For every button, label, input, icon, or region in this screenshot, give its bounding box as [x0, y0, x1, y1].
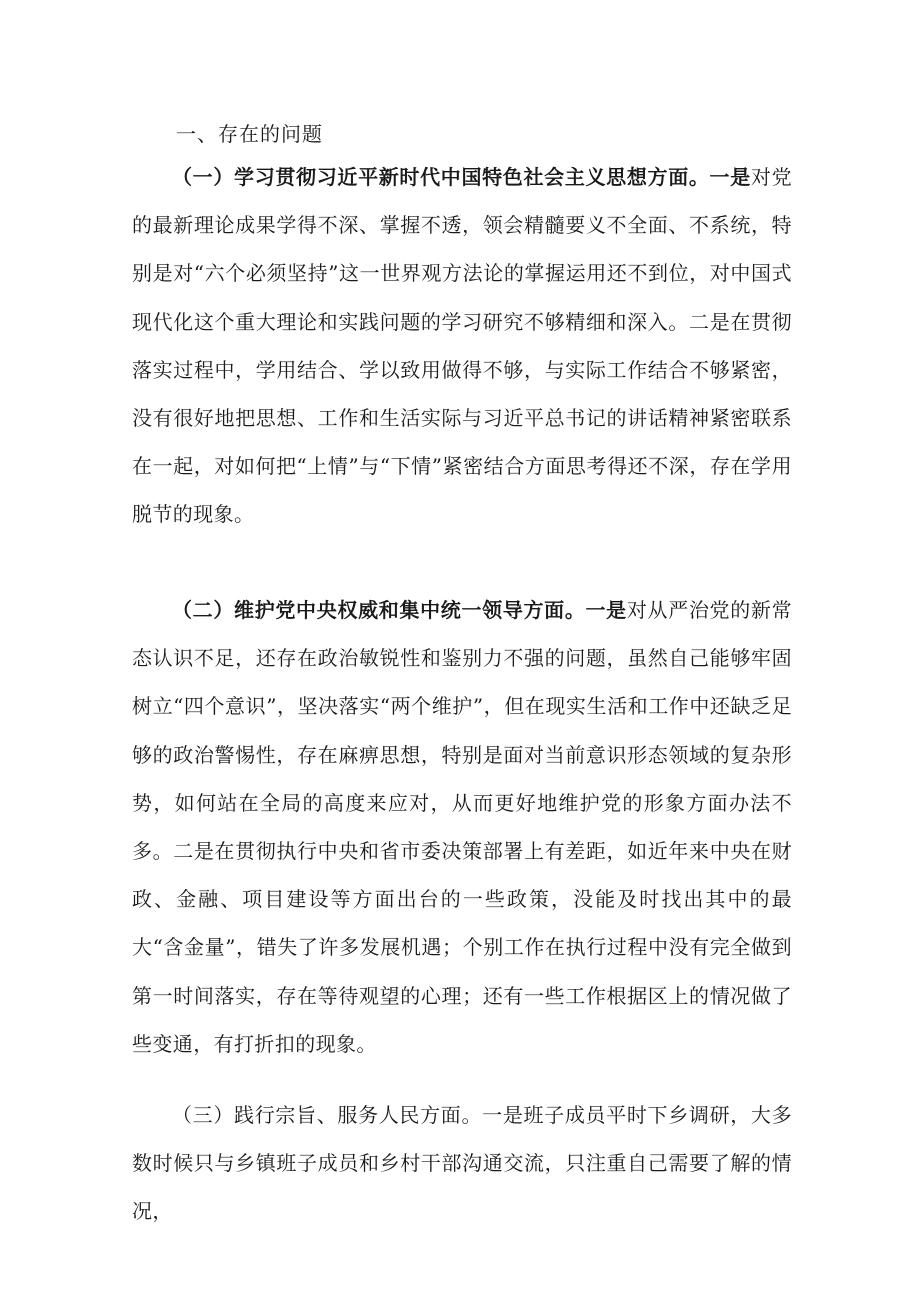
paragraph-authority: [132, 586, 792, 1068]
paragraph-lead: （二）维护党中央权威和集中统一领导方面。一是: [172, 598, 627, 622]
paragraph-body: 对党的最新理论成果学得不深、掌握不透，领会精髓要义不全面、不系统，特别是对“六个必须坚持”这一世界观方法论的掌握运用还不到位，对中国式现代化这个重大理论和实践问题的学习研究不够精细和深入。二是在贯彻落实过程中，学用结合、学以致用做得不够，与实际工作结合不够紧密，没有很好地把思想、工作和生活实际与习近平总书记的讲话精神紧密联系在一起，对如何把“上情”与“下情”紧密结合方面思考得还不深，存在学用脱节的现象。: [132, 165, 792, 527]
paragraph-body: 对从严治党的新常态认识不足，还存在政治敏锐性和鉴别力不强的问题，虽然自己能够牢固树立“四个意识”，坚决落实“两个维护”，但在现实生活和工作中还缺乏足够的政治警惕性，存在麻痹思想，特别是面对当前意识形态领域的复杂形势，如何站在全局的高度来应对，从而更好地维护党的形象方面办法不多。二是在贯彻执行中央和省市委决策部署上有差距，如近年来中央在财政、金融、项目建设等方面出台的一些政策，没能及时找出其中的最大“含金量”，错失了许多发展机遇；个别工作在执行过程中没有完全做到第一时间落实，存在等待观望的心理；还有一些工作根据区上的情况做了些变通，有打折扣的现象。: [132, 598, 792, 1056]
paragraph-study: [132, 153, 792, 539]
paragraph-service: [132, 1091, 792, 1236]
paragraph-body: （三）践行宗旨、服务人民方面。一是班子成员平时下乡调研，大多数时候只与乡镇班子成员和乡村干部沟通交流，只注重自己需要了解的情况，: [132, 1103, 792, 1224]
paragraph-lead: （一）学习贯彻习近平新时代中国特色社会主义思想方面。一是: [172, 165, 751, 189]
section-heading: 一、存在的问题: [176, 122, 323, 146]
